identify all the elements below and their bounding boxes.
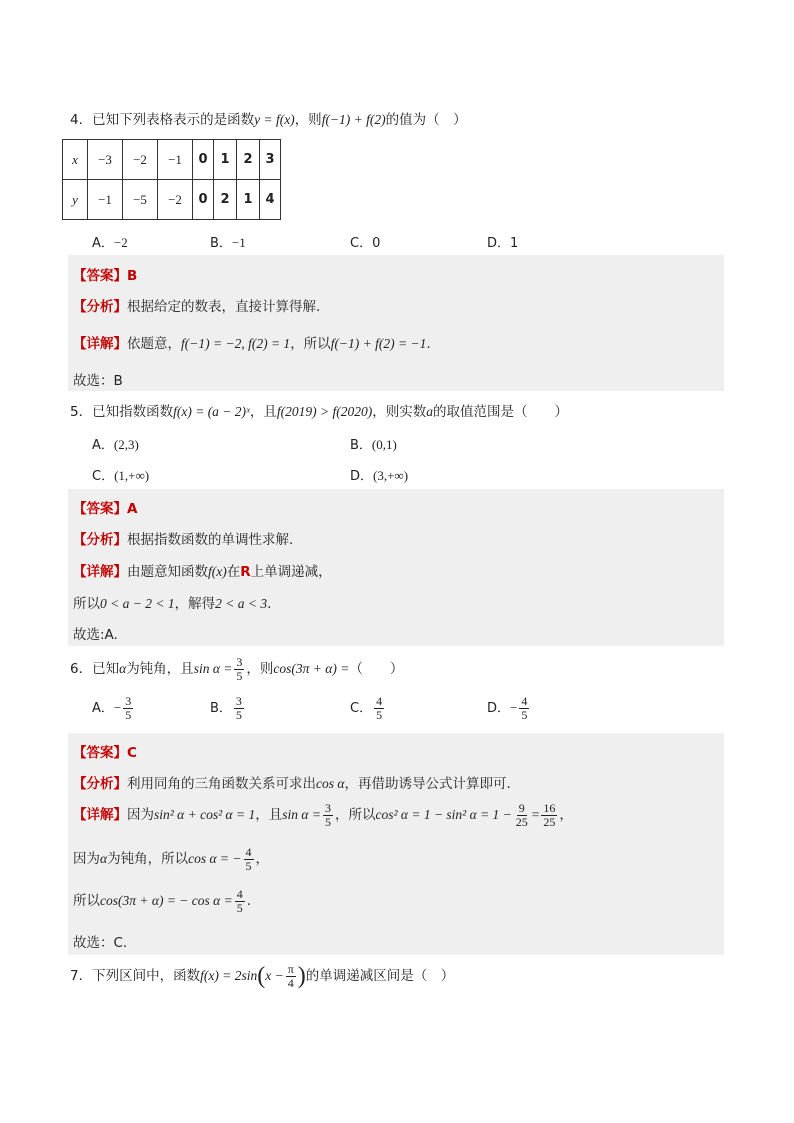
- table-y-label: y: [63, 180, 88, 220]
- q5-analysis: 【分析】根据指数函数的单调性求解.: [73, 532, 294, 548]
- table-cell: 1: [214, 140, 237, 180]
- q4-solution-block: [68, 255, 724, 391]
- q7-stem: 7．下列区间中，函数f(x) = 2sin(x − $\frac{\pi}{4}$ )的单调递减区间是（ ）: [70, 961, 455, 990]
- q6-option-b: B． $\frac{3}{5}$: [210, 694, 242, 722]
- q5-choose: 故选:A.: [73, 627, 118, 643]
- q6-option-d: D．− $\frac{4}{5}$: [487, 694, 528, 722]
- q6-solution-block: [68, 733, 724, 955]
- q4-answer: 【答案】B: [73, 268, 138, 284]
- q6-analysis: 【分析】利用同角的三角函数关系可求出cos α，再借助诱导公式计算即可.: [73, 776, 511, 792]
- table-cell: 3: [260, 140, 281, 180]
- q6-detail-line2: 因为α为钝角，所以cos α = − $\frac{4}{5}$ ，: [73, 844, 270, 873]
- table-cell: −3: [88, 140, 123, 180]
- table-cell: 2: [214, 180, 237, 220]
- table-cell: −5: [123, 180, 158, 220]
- q4-table: [62, 139, 281, 220]
- q4-option-c: C．0: [350, 236, 381, 251]
- table-x-label: x: [63, 140, 88, 180]
- q4-detail: 【详解】依题意，f(−1) = −2, f(2) = 1，所以f(−1) + f(2) = −1.: [73, 336, 431, 352]
- table-cell: −2: [123, 140, 158, 180]
- table-cell: 0: [193, 140, 214, 180]
- q5-option-d: D．(3,+∞): [350, 468, 409, 484]
- q5-answer: 【答案】A: [73, 501, 138, 517]
- q6-option-a: A．− $\frac{3}{5}$: [92, 694, 132, 722]
- q4-option-d: D．1: [487, 236, 519, 251]
- table-cell: 2: [237, 140, 260, 180]
- q4-analysis: 【分析】根据给定的数表，直接计算得解.: [73, 299, 321, 315]
- q5-detail: 【详解】由题意知函数f(x)在R上单调递减，: [73, 564, 332, 580]
- q6-choose: 故选：C.: [73, 935, 128, 951]
- q4-choose: 故选：B: [73, 373, 123, 389]
- q6-option-c: C． $\frac{4}{5}$: [350, 694, 383, 722]
- table-cell: −2: [158, 180, 193, 220]
- q5-detail-line2: 所以0 < a − 2 < 1，解得2 < a < 3.: [73, 596, 272, 612]
- q5-option-a: A．(2,3): [92, 437, 139, 453]
- q6-detail-line3: 所以cos(3π + α) = − cos α = $\frac{4}{5}$ .: [73, 886, 252, 915]
- table-cell: −1: [158, 140, 193, 180]
- q5-solution-block: [68, 489, 724, 646]
- q5-option-b: B．(0,1): [350, 437, 397, 453]
- table-cell: 1: [237, 180, 260, 220]
- q4-option-a: A．−2: [92, 235, 128, 251]
- q4-stem: 4．已知下列表格表示的是函数y = f(x)，则f(−1) + f(2)的值为（ ）: [70, 112, 467, 128]
- q5-stem: 5．已知指数函数f(x) = (a − 2)ˣ，且f(2019) > f(2020)，则实数a的取值范围是（ ）: [70, 404, 568, 420]
- q6-stem: 6．已知α为钝角，且sin α = $\frac{3}{5}$ ，则cos(3π + α) =（ ）: [70, 654, 404, 683]
- table-cell: −1: [88, 180, 123, 220]
- q6-detail: 【详解】因为sin² α + cos² α = 1，且sin α = $\frac{3}{5}$ ，所以cos² α = 1 − sin² α = 1 − $\frac{9}{25}$ = $\frac{16}{25}$ ，: [73, 800, 573, 829]
- table-cell: 4: [260, 180, 281, 220]
- table-cell: 0: [193, 180, 214, 220]
- q5-option-c: C．(1,+∞): [92, 468, 150, 484]
- q6-answer: 【答案】C: [73, 745, 137, 761]
- fraction: $\frac{3}{5}$: [236, 654, 243, 683]
- q4-option-b: B．−1: [210, 235, 246, 251]
